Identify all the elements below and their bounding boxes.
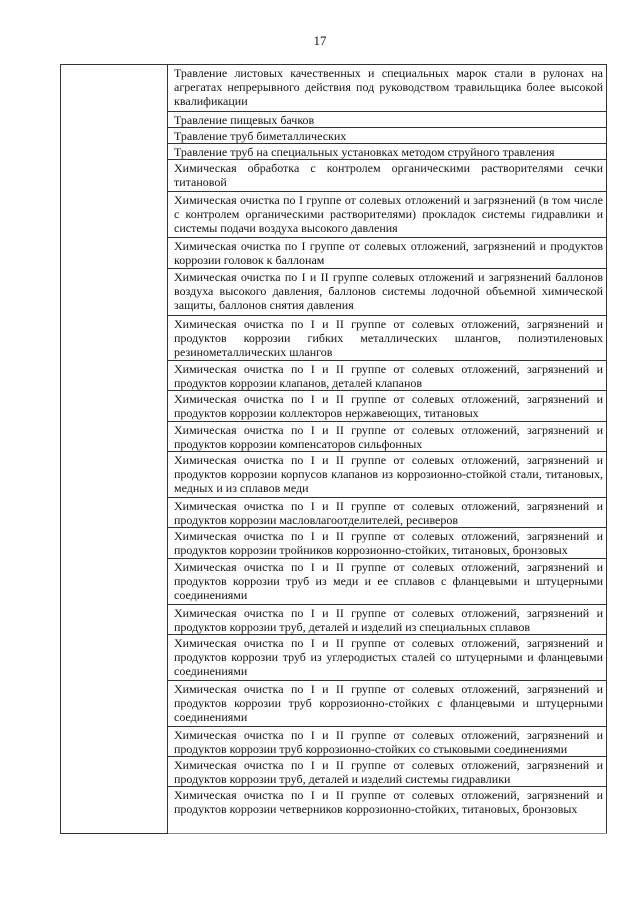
table-cell-text: Химическая очистка по I группе от солевых отложений, загрязнений и продуктов коррозии головок к баллонам [168,238,607,269]
table-cell-text: Травление труб биметаллических [168,128,607,144]
page-number: 17 [313,33,327,48]
table-cell-text: Химическая очистка по I и II группе солевых отложений и загрязнений баллонов воздуха высокого давления, баллонов системы лодочной объемной химической защиты, баллонов снятия давления [168,269,607,316]
table-cell-text: Химическая очистка по I и II группе от солевых отложений, загрязнений и продуктов коррозии гибких металлических шлангов, полиэтиленовых резинометаллических шлангов [168,316,607,361]
table-cell-text: Травление листовых качественных и специальных марок стали в рулонах на агрегатах непрерывного действия под руководством травильщика более высокой квалификации [168,65,607,112]
table-cell-text: Химическая очистка по I и II группе от солевых отложений, загрязнений и продуктов коррозии труб коррозионно-стойких со стыковыми соединениями [168,727,607,757]
table-cell-text: Химическая очистка по I и II группе от солевых отложений, загрязнений и продуктов коррозии четверников коррозионно-стойких, титановых, бронзовых [168,787,607,834]
table-cell-text: Химическая обработка с контролем органическими растворителями сечки титановой [168,160,607,192]
table-cell-text: Химическая очистка по I и II группе от солевых отложений, загрязнений и продуктов коррозии коллекторов нержавеющих, титановых [168,391,607,422]
table-cell-text: Химическая очистка по I и II группе от солевых отложений, загрязнений и продуктов коррозии труб из углеродистых сталей со штуцерными и фланцевыми соединениями [168,635,607,681]
table-cell-text: Химическая очистка по I и II группе от солевых отложений, загрязнений и продуктов коррозии клапанов, деталей клапанов [168,361,607,391]
table-row [61,65,607,112]
table-cell-text: Химическая очистка по I и II группе от солевых отложений, загрязнений и продуктов коррозии корпусов клапанов из коррозионно-стойкой стали, титановых, медных и из сплавов меди [168,452,607,498]
table-cell-text: Химическая очистка по I и II группе от солевых отложений, загрязнений и продуктов коррозии труб, деталей и изделий из специальных сплавов [168,605,607,635]
table-cell-text: Химическая очистка по I и II группе от солевых отложений, загрязнений и продуктов коррозии компенсаторов сильфонных [168,422,607,452]
table-cell-text: Химическая очистка по I и II группе от солевых отложений, загрязнений и продуктов коррозии труб коррозионно-стойких с фланцевыми и штуцерными соединениями [168,681,607,727]
table-cell-text: Химическая очистка по I группе от солевых отложений и загрязнений (в том числе с контролем органическими растворителями) прокладок системы гидравлики и системы подачи воздуха высокого давления [168,192,607,238]
table-cell-text: Травление труб на специальных установках методом струйного травления [168,144,607,160]
table-cell-text: Химическая очистка по I и II группе от солевых отложений, загрязнений и продуктов коррозии труб, деталей и изделий системы гидравлики [168,757,607,787]
code-column-cell [61,65,168,834]
table-cell-text: Химическая очистка по I и II группе от солевых отложений, загрязнений и продуктов коррозии труб из меди и ее сплавов с фланцевыми и штуцерными соединениями [168,559,607,605]
table-cell-text: Травление пищевых бачков [168,112,607,128]
table-cell-text: Химическая очистка по I и II группе от солевых отложений, загрязнений и продуктов коррозии тройников коррозионно-стойких, титановых, бронзовых [168,528,607,559]
profession-table [60,64,607,834]
table-cell-text: Химическая очистка по I и II группе от солевых отложений, загрязнений и продуктов коррозии масловлагоотделителей, ресиверов [168,498,607,528]
